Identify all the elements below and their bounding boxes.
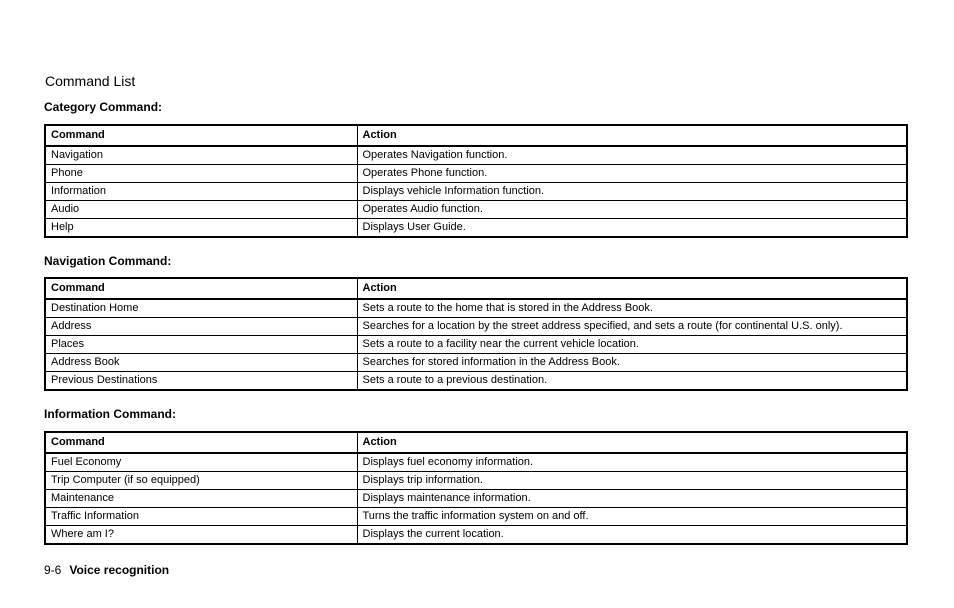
table-row bbox=[45, 299, 907, 318]
table-row bbox=[45, 453, 907, 472]
action-cell: Turns the traffic information system on and off. bbox=[357, 508, 907, 526]
action-cell: Displays fuel economy information. bbox=[357, 453, 907, 472]
action-cell: Searches for stored information in the Address Book. bbox=[357, 354, 907, 372]
command-cell: Destination Home bbox=[45, 299, 357, 318]
table-row bbox=[45, 146, 907, 165]
chapter-name: Voice recognition bbox=[69, 563, 170, 577]
command-cell: Where am I? bbox=[45, 526, 357, 545]
action-cell: Searches for a location by the street address specified, and sets a route (for continental U.S. only). bbox=[357, 318, 907, 336]
command-cell: Help bbox=[45, 219, 357, 238]
command-cell: Information bbox=[45, 183, 357, 201]
command-cell: Traffic Information bbox=[45, 508, 357, 526]
navigation-command-table bbox=[44, 277, 908, 391]
action-cell: Sets a route to the home that is stored in the Address Book. bbox=[357, 299, 907, 318]
table-row bbox=[45, 201, 907, 219]
table-row bbox=[45, 508, 907, 526]
information-command-heading: Information Command: bbox=[44, 407, 176, 421]
table-row bbox=[45, 336, 907, 354]
command-cell: Fuel Economy bbox=[45, 453, 357, 472]
table-row bbox=[45, 490, 907, 508]
category-command-heading: Category Command: bbox=[44, 100, 163, 114]
command-cell: Address Book bbox=[45, 354, 357, 372]
category-command-table bbox=[44, 124, 908, 238]
column-header-command: Command bbox=[45, 125, 357, 146]
action-cell: Sets a route to a previous destination. bbox=[357, 372, 907, 391]
command-cell: Navigation bbox=[45, 146, 357, 165]
table-row bbox=[45, 526, 907, 545]
navigation-command-heading: Navigation Command: bbox=[44, 254, 172, 268]
page-number: 9-6 bbox=[44, 563, 62, 577]
column-header-command: Command bbox=[45, 432, 357, 453]
command-cell: Phone bbox=[45, 165, 357, 183]
column-header-action: Action bbox=[357, 125, 907, 146]
table-row bbox=[45, 354, 907, 372]
action-cell: Displays the current location. bbox=[357, 526, 907, 545]
table-row bbox=[45, 372, 907, 391]
action-cell: Displays vehicle Information function. bbox=[357, 183, 907, 201]
column-header-command: Command bbox=[45, 278, 357, 299]
action-cell: Operates Audio function. bbox=[357, 201, 907, 219]
command-cell: Trip Computer (if so equipped) bbox=[45, 472, 357, 490]
command-cell: Address bbox=[45, 318, 357, 336]
action-cell: Operates Navigation function. bbox=[357, 146, 907, 165]
action-cell: Displays User Guide. bbox=[357, 219, 907, 238]
command-cell: Places bbox=[45, 336, 357, 354]
page-title: Command List bbox=[45, 73, 136, 89]
table-row bbox=[45, 318, 907, 336]
table-header-row bbox=[45, 278, 907, 299]
action-cell: Displays trip information. bbox=[357, 472, 907, 490]
action-cell: Displays maintenance information. bbox=[357, 490, 907, 508]
table-row bbox=[45, 472, 907, 490]
table-row bbox=[45, 165, 907, 183]
action-cell: Sets a route to a facility near the current vehicle location. bbox=[357, 336, 907, 354]
command-cell: Previous Destinations bbox=[45, 372, 357, 391]
table-header-row bbox=[45, 432, 907, 453]
action-cell: Operates Phone function. bbox=[357, 165, 907, 183]
table-row bbox=[45, 183, 907, 201]
column-header-action: Action bbox=[357, 278, 907, 299]
information-command-table bbox=[44, 431, 908, 545]
column-header-action: Action bbox=[357, 432, 907, 453]
table-header-row bbox=[45, 125, 907, 146]
page-footer bbox=[44, 563, 169, 577]
command-cell: Maintenance bbox=[45, 490, 357, 508]
command-cell: Audio bbox=[45, 201, 357, 219]
table-row bbox=[45, 219, 907, 238]
